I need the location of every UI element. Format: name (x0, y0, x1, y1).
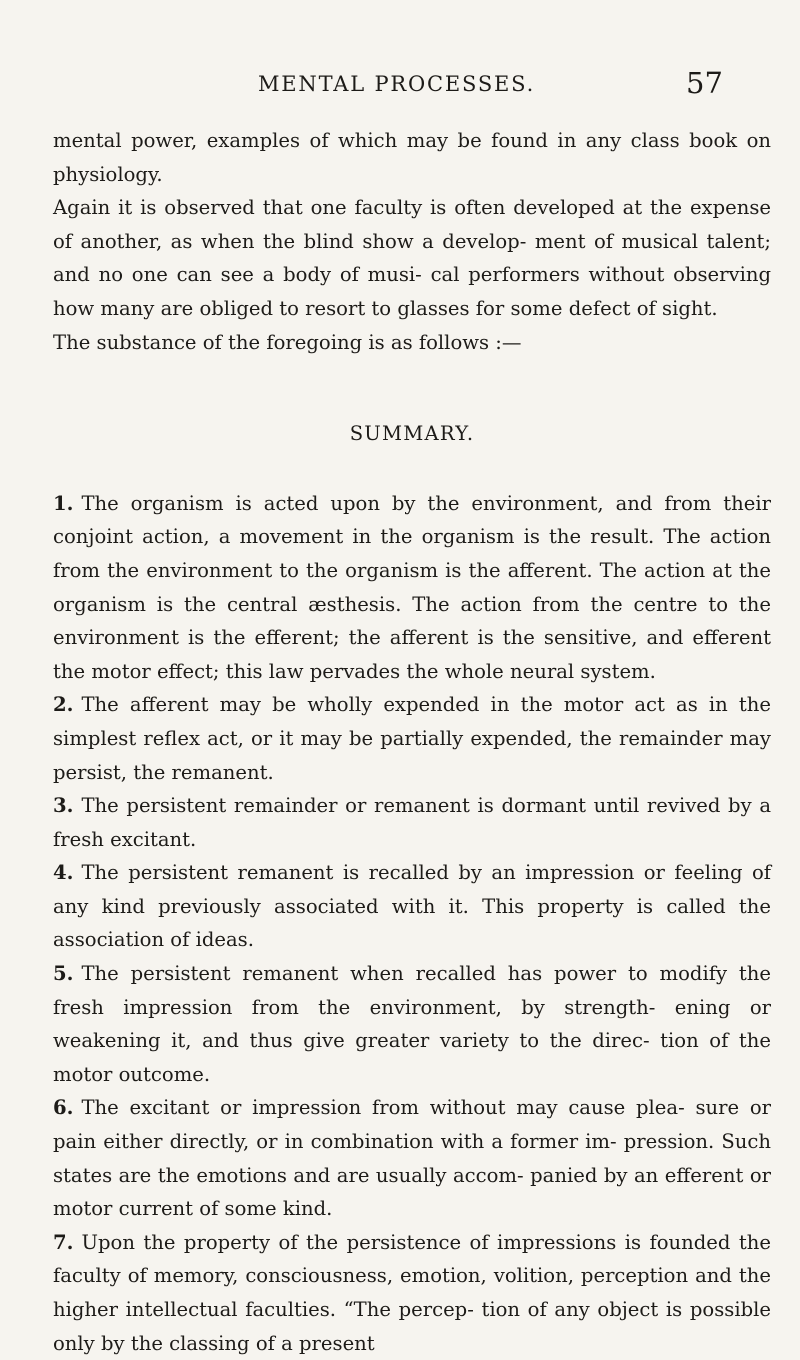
summary-item-number: 2. (53, 693, 74, 717)
summary-item-text: The afferent may be wholly expended in the motor act as in the simplest reflex act, or it may be partially expended, the remainder may persist, the remanent. (53, 693, 771, 784)
summary-item-text: Upon the property of the persistence of impressions is founded the faculty of memory, consciousness, emotion, volition, perception and the higher intellectual faculties. “The percep- tion of any object is possible only by the classing of a present (53, 1230, 771, 1355)
summary-item-5 (53, 957, 771, 1091)
summary-item-number: 4. (53, 861, 74, 885)
summary-item-number: 1. (53, 491, 74, 515)
paragraph-continuation: mental power, examples of which may be found in any class book on physiology. (53, 129, 771, 186)
summary-item-6 (53, 1091, 771, 1225)
summary-item-text: The organism is acted upon by the environment, and from their conjoint action, a movement in the organism is the result. The action from the environment to the organism is the afferent. The action at the organism is the central æsthesis. The action from the centre to the environment is the efferent; the afferent is the sensitive, and efferent the motor effect; this law pervades the whole neural system. (53, 491, 771, 683)
page-body (53, 124, 771, 1360)
summary-item-7 (53, 1226, 771, 1360)
summary-item-number: 7. (53, 1230, 74, 1254)
summary-item-text: The persistent remainder or remanent is dormant until revived by a fresh excitant. (53, 794, 771, 851)
summary-item-1 (53, 487, 771, 689)
page-number: 57 (686, 66, 723, 100)
summary-item-4 (53, 856, 771, 957)
summary-heading: SUMMARY. (349, 422, 475, 446)
summary-item-number: 5. (53, 962, 74, 986)
summary-item-text: The persistent remanent is recalled by an impression or feeling of any kind previously associated with it. This property is called the association of ideas. (53, 861, 771, 952)
summary-item-number: 3. (53, 794, 74, 818)
paragraph-substance: The substance of the foregoing is as follows :— (53, 330, 522, 354)
summary-item-number: 6. (53, 1096, 74, 1120)
summary-item-3 (53, 789, 771, 856)
running-head: MENTAL PROCESSES. (258, 72, 536, 96)
paragraph-again: Again it is observed that one faculty is often developed at the expense of another, as when the blind show a develop- ment of musical talent; and no one can see a body of musi- cal performers without observing how many are obliged to resort to glasses for some defect of sight. (53, 196, 771, 320)
summary-item-text: The persistent remanent when recalled has power to modify the fresh impression from the environment, by strength- ening or weakening it, and thus give greater variety to the direc- tion of the motor outcome. (53, 962, 771, 1086)
summary-item-2 (53, 688, 771, 789)
summary-item-text: The excitant or impression from without may cause plea- sure or pain either directly, or in combination with a former im- pression. Such states are the emotions and are usually accom- panied by an efferent or motor current of some kind. (53, 1096, 771, 1221)
